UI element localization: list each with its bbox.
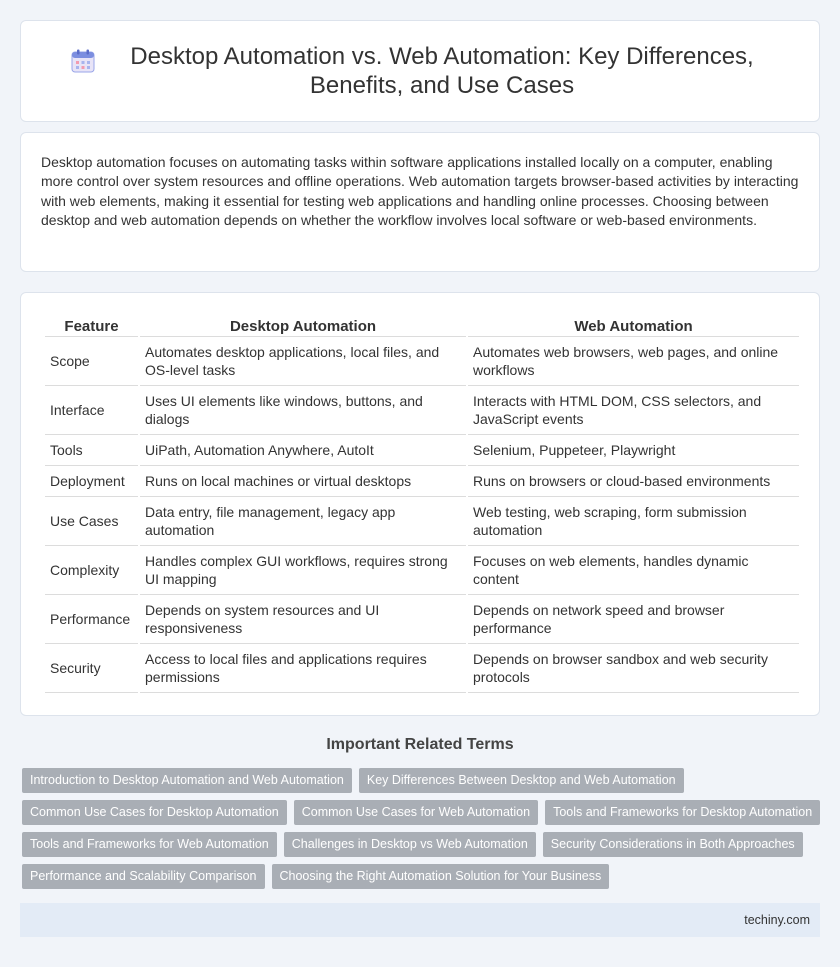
row-web: Depends on browser sandbox and web security protocols	[468, 644, 799, 693]
header-feature: Feature	[45, 311, 138, 337]
related-term-tag[interactable]: Choosing the Right Automation Solution for Your Business	[272, 864, 610, 889]
row-desktop: Data entry, file management, legacy app automation	[140, 497, 466, 546]
row-web: Web testing, web scraping, form submission automation	[468, 497, 799, 546]
related-term-tag[interactable]: Challenges in Desktop vs Web Automation	[284, 832, 536, 857]
row-desktop: Automates desktop applications, local files, and OS-level tasks	[140, 337, 466, 386]
row-feature: Performance	[45, 595, 138, 644]
page-title: Desktop Automation vs. Web Automation: Key Differences, Benefits, and Use Cases	[130, 43, 754, 99]
table-row	[45, 546, 799, 595]
related-term-tag[interactable]: Security Considerations in Both Approaches	[543, 832, 803, 857]
row-desktop: Uses UI elements like windows, buttons, and dialogs	[140, 386, 466, 435]
row-web: Interacts with HTML DOM, CSS selectors, and JavaScript events	[468, 386, 799, 435]
comparison-table	[43, 311, 801, 693]
related-term-tag[interactable]: Common Use Cases for Web Automation	[294, 800, 538, 825]
related-term-tag[interactable]: Key Differences Between Desktop and Web Automation	[359, 768, 684, 793]
row-feature: Deployment	[45, 466, 138, 497]
table-row	[45, 386, 799, 435]
table-row	[45, 595, 799, 644]
footer-site-link[interactable]: techiny.com	[744, 913, 810, 927]
title-card	[20, 20, 820, 122]
row-desktop: Handles complex GUI workflows, requires strong UI mapping	[140, 546, 466, 595]
tag-row	[22, 768, 822, 793]
related-term-tag[interactable]: Introduction to Desktop Automation and Web Automation	[22, 768, 352, 793]
row-feature: Interface	[45, 386, 138, 435]
row-web: Focuses on web elements, handles dynamic content	[468, 546, 799, 595]
related-terms-tags	[22, 768, 822, 896]
calendar-icon	[70, 48, 96, 74]
table-row	[45, 644, 799, 693]
row-feature: Use Cases	[45, 497, 138, 546]
intro-card	[20, 132, 820, 272]
tag-row	[22, 864, 822, 889]
row-feature: Security	[45, 644, 138, 693]
row-feature: Tools	[45, 435, 138, 466]
intro-paragraph: Desktop automation focuses on automating tasks within software applications installed locally on a computer, enabling more control over system resources and offline operations. Web automation targets browser-based activities by interacting with web elements, making it essential for testing web applications and handling online processes. Choosing between desktop and web automation depends on whether the workflow involves local software or web-based environments.	[41, 154, 799, 229]
table-row	[45, 497, 799, 546]
row-feature: Scope	[45, 337, 138, 386]
related-term-tag[interactable]: Tools and Frameworks for Desktop Automation	[545, 800, 820, 825]
table-header-row	[45, 311, 799, 337]
row-feature: Complexity	[45, 546, 138, 595]
table-row	[45, 466, 799, 497]
row-desktop: Depends on system resources and UI responsiveness	[140, 595, 466, 644]
row-web: Depends on network speed and browser performance	[468, 595, 799, 644]
related-term-tag[interactable]: Performance and Scalability Comparison	[22, 864, 265, 889]
footer	[20, 903, 820, 937]
row-web: Runs on browsers or cloud-based environments	[468, 466, 799, 497]
related-term-tag[interactable]: Common Use Cases for Desktop Automation	[22, 800, 287, 825]
header-desktop: Desktop Automation	[140, 311, 466, 337]
row-desktop: UiPath, Automation Anywhere, AutoIt	[140, 435, 466, 466]
related-term-tag[interactable]: Tools and Frameworks for Web Automation	[22, 832, 277, 857]
tag-row	[22, 800, 822, 825]
tag-row	[22, 832, 822, 857]
row-web: Automates web browsers, web pages, and online workflows	[468, 337, 799, 386]
row-web: Selenium, Puppeteer, Playwright	[468, 435, 799, 466]
related-terms-heading: Important Related Terms	[326, 736, 514, 753]
row-desktop: Access to local files and applications requires permissions	[140, 644, 466, 693]
comparison-table-card	[20, 292, 820, 716]
title-wrap	[70, 42, 770, 100]
table-row	[45, 435, 799, 466]
row-desktop: Runs on local machines or virtual desktops	[140, 466, 466, 497]
table-row	[45, 337, 799, 386]
header-web: Web Automation	[468, 311, 799, 337]
